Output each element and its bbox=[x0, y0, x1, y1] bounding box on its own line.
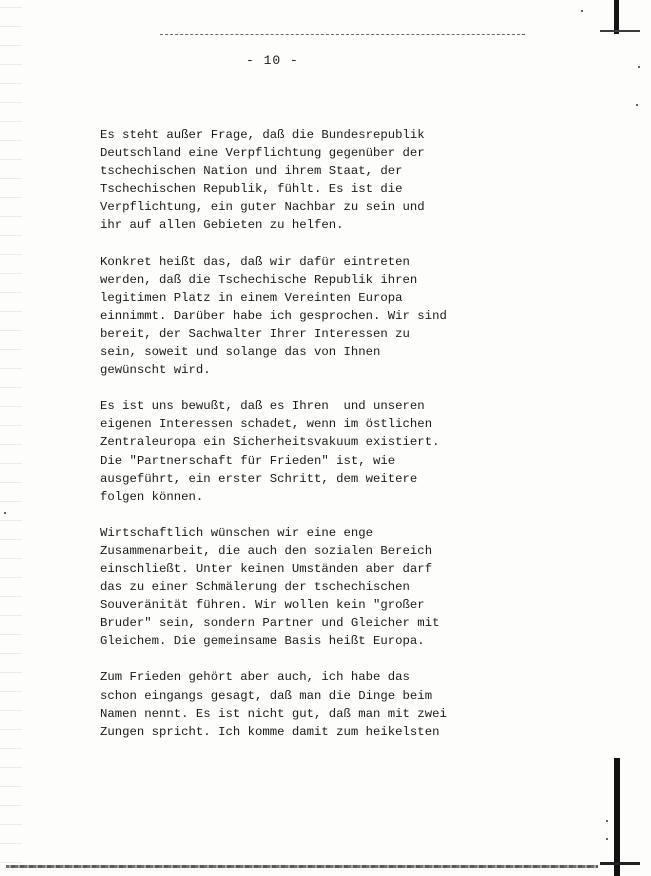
text-line: Deutschland eine Verpflichtung gegenüber der bbox=[100, 146, 425, 161]
text-line: Wirtschaftlich wünschen wir eine enge bbox=[100, 525, 374, 540]
scan-top-rule bbox=[160, 34, 525, 35]
binder-mark-top bbox=[614, 0, 619, 34]
scan-edge-noise bbox=[0, 0, 22, 876]
text-line: ausgeführt, ein erster Schritt, dem weitere bbox=[100, 471, 418, 486]
scan-bottom-rule bbox=[6, 865, 598, 868]
text-line: Zentraleuropa ein Sicherheitsvakuum existiert. bbox=[100, 435, 440, 450]
binder-tick-top bbox=[600, 30, 640, 32]
scan-speck bbox=[581, 10, 583, 12]
text-line: Zusammenarbeit, die auch den sozialen Bereich bbox=[100, 543, 433, 558]
paragraph bbox=[100, 524, 445, 651]
paragraph bbox=[100, 253, 445, 380]
scan-speck bbox=[638, 66, 640, 68]
paragraph bbox=[100, 126, 445, 235]
scan-speck bbox=[636, 104, 638, 106]
body-text bbox=[100, 126, 445, 759]
text-line: einschließt. Unter keinen Umständen aber darf bbox=[100, 561, 433, 576]
text-line: ihr auf allen Gebieten zu helfen. bbox=[100, 218, 344, 233]
scan-speck bbox=[4, 512, 6, 514]
text-line: Die "Partnerschaft für Frieden" ist, wie bbox=[100, 453, 396, 468]
text-line: werden, daß die Tschechische Republik ihren bbox=[100, 272, 418, 287]
scan-speck bbox=[606, 820, 608, 822]
scan-speck bbox=[606, 838, 608, 840]
text-line: Bruder" sein, sondern Partner und Gleicher mit bbox=[100, 616, 440, 631]
paragraph bbox=[100, 397, 445, 506]
page-number: - 10 - bbox=[246, 53, 299, 68]
text-line: Tschechischen Republik, fühlt. Es ist die bbox=[100, 182, 403, 197]
binder-tick-bottom bbox=[600, 862, 640, 865]
text-line: Konkret heißt das, daß wir dafür eintreten bbox=[100, 254, 410, 269]
text-line: legitimen Platz in einem Vereinten Europa bbox=[100, 290, 403, 305]
text-line: Gleichem. Die gemeinsame Basis heißt Europa. bbox=[100, 634, 425, 649]
text-line: Verpflichtung, ein guter Nachbar zu sein und bbox=[100, 200, 425, 215]
text-line: Es ist uns bewußt, daß es Ihren und unseren bbox=[100, 399, 425, 414]
text-line: Es steht außer Frage, daß die Bundesrepublik bbox=[100, 128, 425, 142]
text-line: Namen nennt. Es ist nicht gut, daß man mit zwei bbox=[100, 706, 447, 721]
text-line: gewünscht wird. bbox=[100, 363, 211, 378]
text-line: sein, soweit und solange das von Ihnen bbox=[100, 345, 381, 360]
text-line: schon eingangs gesagt, daß man die Dinge beim bbox=[100, 688, 433, 703]
text-line: Zum Frieden gehört aber auch, ich habe das bbox=[100, 670, 410, 685]
text-line: bereit, der Sachwalter Ihrer Interessen zu bbox=[100, 326, 410, 341]
binder-mark-bottom bbox=[614, 758, 620, 876]
paragraph bbox=[100, 668, 445, 740]
text-line: eigenen Interessen schadet, wenn im östlichen bbox=[100, 417, 433, 432]
text-line: tschechischen Nation und ihrem Staat, der bbox=[100, 164, 403, 179]
text-line: einnimmt. Darüber habe ich gesprochen. Wir sind bbox=[100, 308, 447, 323]
text-line: das zu einer Schmälerung der tschechischen bbox=[100, 580, 410, 595]
text-line: Souveränität führen. Wir wollen kein "großer bbox=[100, 598, 425, 613]
text-line: Zungen spricht. Ich komme damit zum heikelsten bbox=[100, 724, 440, 739]
text-line: folgen können. bbox=[100, 489, 204, 504]
